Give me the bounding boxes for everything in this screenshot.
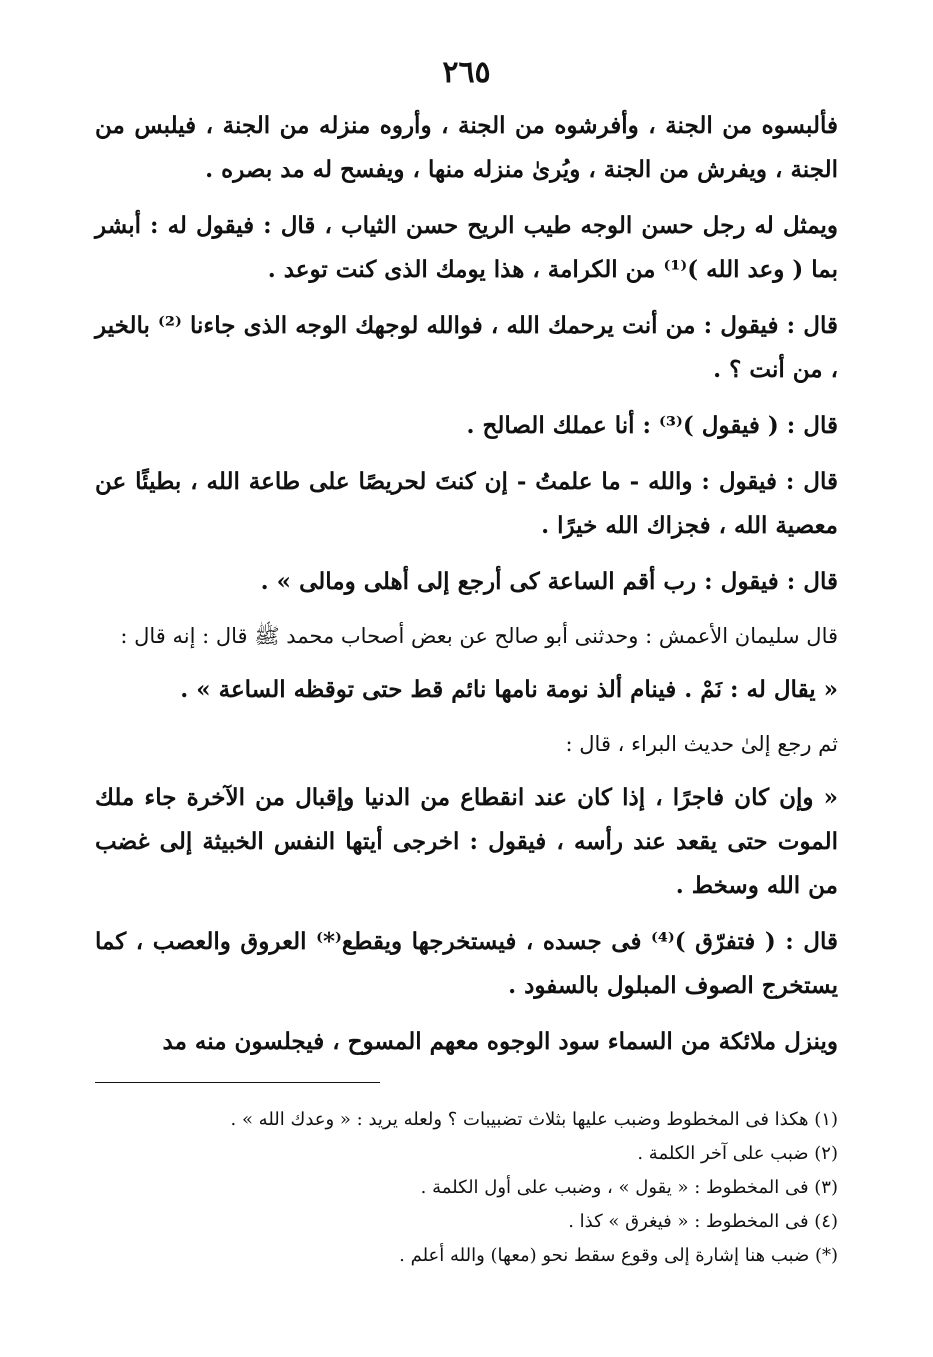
paragraph-12: وينزل ملائكة من السماء سود الوجوه معهم المسوح ، فيجلسون منه مد (162, 1028, 838, 1055)
paragraph-11: قال : ( فتفرّق )⁽⁴⁾ فى جسده ، فيستخرجها ويقطع⁽*⁾ العروق والعصب ، كما يستخرج الصوف المبلول بالسفود . (95, 928, 838, 999)
footnote-divider (95, 1082, 380, 1083)
paragraph-4: قال : ( فيقول )⁽³⁾ : أنا عملك الصالح . (466, 412, 838, 439)
footnote-4: (٤) فى المخطوط : « فيغرق » كذا . (568, 1211, 838, 1232)
footnote-1: (١) هكذا فى المخطوط وضبب عليها بثلاث تضبيبات ؟ ولعله يريد : « وعدك الله » . (230, 1109, 838, 1130)
paragraph-2: ويمثل له رجل حسن الوجه طيب الريح حسن الثياب ، قال : فيقول له : أبشر بما ( وعد الله )⁽¹⁾ من الكرامة ، هذا يومك الذى كنت توعد . (95, 212, 838, 283)
paragraph-9: ثم رجع إلىٰ حديث البراء ، قال : (565, 732, 838, 756)
footnotes (95, 1103, 838, 1273)
paragraph-10: « وإن كان فاجرًا ، إذا كان عند انقطاع من الدنيا وإقبال من الآخرة جاء ملك الموت حتى يقعد عند رأسه ، فيقول : اخرجى أيتها النفس الخبيثة إلى غضب من الله وسخط . (95, 784, 838, 899)
paragraph-6: قال : فيقول : رب أقم الساعة كى أرجع إلى أهلى ومالى » . (260, 568, 838, 595)
paragraph-3: قال : فيقول : من أنت يرحمك الله ، فوالله لوجهك الوجه الذى جاءنا ⁽²⁾ بالخير ، من أنت ؟ . (95, 312, 838, 383)
footnote-2: (٢) ضبب على آخر الكلمة . (637, 1143, 838, 1164)
footnote-3: (٣) فى المخطوط : « يقول » ، وضبب على أول الكلمة . (420, 1177, 838, 1198)
page-number: ٢٦٥ (442, 55, 491, 90)
main-text (95, 104, 838, 1064)
paragraph-5: قال : فيقول : والله - ما علمتُ - إن كنتَ لحريصًا على طاعة الله ، بطيئًا عن معصية الله ، فجزاك الله خيرًا . (95, 468, 838, 539)
paragraph-7: قال سليمان الأعمش : وحدثنى أبو صالح عن بعض أصحاب محمد ﷺ قال : إنه قال : (120, 624, 838, 648)
paragraph-1: فألبسوه من الجنة ، وأفرشوه من الجنة ، وأروه منزله من الجنة ، فيلبس من الجنة ، ويفرش من الجنة ، ويُرىٰ منزله منها ، ويفسح له مد بصره . (95, 112, 838, 183)
footnote-5: (*) ضبب هنا إشارة إلى وقوع سقط نحو (معها) والله أعلم . (399, 1245, 838, 1266)
paragraph-8: « يقال له : نَمْ . فينام ألذ نومة نامها نائم قط حتى توقظه الساعة » . (180, 676, 838, 703)
